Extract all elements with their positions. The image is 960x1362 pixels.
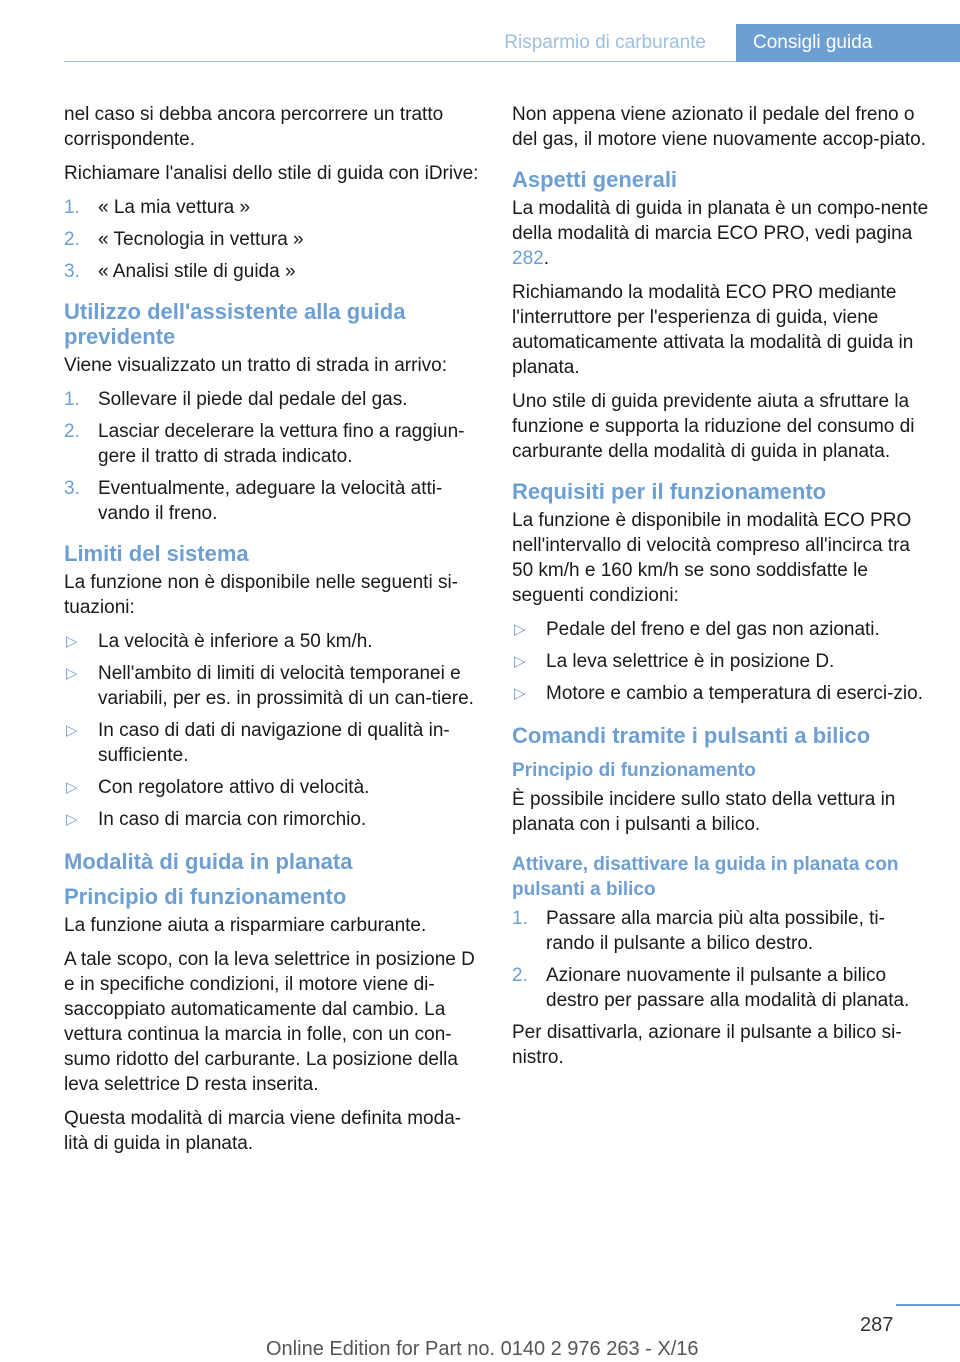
paragraph: Richiamare l'analisi dello stile di guida con iDrive:	[64, 163, 479, 184]
paragraph: Richiamando la modalità ECO PRO mediante l'interruttore per l'esperienza di guida, viene automaticamente attivata la modalità di guida in planata.	[512, 282, 914, 378]
list-item	[64, 195, 482, 220]
list-item-text: Pedale del freno e del gas non azionati.	[546, 619, 880, 640]
list-item-text: Azionare nuovamente il pulsante a bilico destro per passare alla modalità di planata.	[546, 965, 910, 1011]
chapter-heading: Modalità di guida in planata	[64, 849, 353, 874]
paragraph: Per disattivarla, azionare il pulsante a bilico si‐nistro.	[512, 1022, 902, 1068]
paragraph: La funzione aiuta a risparmiare carburante.	[64, 915, 427, 936]
list-number: 2.	[64, 421, 80, 442]
list-item-text: La leva selettrice è in posizione D.	[546, 651, 835, 672]
list-item-text: Sollevare il piede dal pedale del gas.	[98, 389, 408, 410]
list-number: 2.	[512, 965, 528, 986]
edition-footer: Online Edition for Part no. 0140 2 976 263 - X/16	[266, 1338, 699, 1360]
section-heading: Aspetti generali	[512, 167, 678, 192]
bullet-list	[64, 629, 482, 832]
list-item	[64, 259, 482, 284]
list-number: 1.	[64, 197, 80, 218]
list-item-text: Motore e cambio a temperatura di eserci‐zio.	[546, 683, 923, 704]
page-header	[0, 0, 960, 62]
triangle-bullet-icon: ▷	[514, 685, 526, 702]
right-column	[512, 102, 930, 1079]
section-heading: Limiti del sistema	[64, 541, 249, 566]
list-number: 1.	[512, 908, 528, 929]
list-item-text: Passare alla marcia più alta possibile, ti‐rando il pulsante a bilico destro.	[546, 908, 885, 954]
section-title: Risparmio di carburante	[504, 32, 706, 53]
header-rule	[64, 61, 736, 62]
list-item-text: Lasciar decelerare la vettura fino a raggiun‐gere il tratto di strada indicato.	[98, 421, 465, 467]
left-column	[64, 102, 482, 1165]
section-heading: Requisiti per il funzionamento	[512, 479, 827, 504]
list-item	[512, 963, 930, 1013]
list-item-text: Con regolatore attivo di velocità.	[98, 777, 370, 798]
paragraph: Questa modalità di marcia viene definita moda‐lità di guida in planata.	[64, 1108, 462, 1154]
footer-rule	[896, 1304, 960, 1306]
page-number: 287	[860, 1314, 894, 1336]
list-item-text: Eventualmente, adeguare la velocità atti‐vando il freno.	[98, 478, 443, 524]
triangle-bullet-icon: ▷	[66, 665, 78, 682]
list-item	[512, 649, 930, 674]
triangle-bullet-icon: ▷	[66, 811, 78, 828]
list-item-text: « Tecnologia in vettura »	[98, 229, 304, 250]
paragraph: La funzione è disponibile in modalità ECO PRO nell'intervallo di velocità compreso all'incirca tra 50 km/h e 160 km/h se sono soddisfatte le seguenti condizioni:	[512, 510, 912, 606]
paragraph	[512, 196, 930, 271]
list-item	[64, 718, 482, 768]
chapter-tab: Consigli guida	[736, 24, 960, 62]
numbered-list	[64, 387, 482, 526]
section-heading: Comandi tramite i pulsanti a bilico	[512, 723, 871, 748]
paragraph-text: .	[543, 248, 549, 269]
triangle-bullet-icon: ▷	[66, 633, 78, 650]
list-item-text: In caso di marcia con rimorchio.	[98, 809, 367, 830]
list-item-text: La velocità è inferiore a 50 km/h.	[98, 631, 373, 652]
list-item	[64, 629, 482, 654]
triangle-bullet-icon: ▷	[514, 621, 526, 638]
paragraph: Uno stile di guida previdente aiuta a sfruttare la funzione e supporta la riduzione del consumo di carburante della modalità di guida in planata.	[512, 391, 915, 462]
list-item	[64, 419, 482, 469]
bullet-list	[512, 617, 930, 706]
list-item	[64, 227, 482, 252]
paragraph: È possibile incidere sullo stato della vettura in planata con i pulsanti a bilico.	[512, 789, 896, 835]
list-number: 2.	[64, 229, 80, 250]
list-item	[512, 906, 930, 956]
triangle-bullet-icon: ▷	[66, 779, 78, 796]
paragraph: La funzione non è disponibile nelle seguenti si‐tuazioni:	[64, 572, 458, 618]
paragraph: Viene visualizzato un tratto di strada in arrivo:	[64, 355, 448, 376]
list-item-text: Nell'ambito di limiti di velocità temporanei e variabili, per es. in prossimità di un can‐tiere.	[98, 663, 474, 709]
list-item-text: « La mia vettura »	[98, 197, 251, 218]
triangle-bullet-icon: ▷	[66, 722, 78, 739]
list-number: 3.	[64, 478, 80, 499]
paragraph: A tale scopo, con la leva selettrice in posizione D e in specifiche condizioni, il motore viene di‐saccoppiato automaticamente dal cambio. La vettura continua la marcia in folle, con un con‐sumo ridotto del carburante. La posizione della leva selettrice D resta inserita.	[64, 949, 475, 1095]
subsection-heading: Attivare, disattivare la guida in planata con pulsanti a bilico	[512, 854, 899, 900]
list-number: 1.	[64, 389, 80, 410]
section-heading: Principio di funzionamento	[64, 884, 347, 909]
list-item	[64, 807, 482, 832]
paragraph: Non appena viene azionato il pedale del freno o del gas, il motore viene nuovamente accop‐piato.	[512, 104, 927, 150]
list-item	[64, 775, 482, 800]
list-item	[64, 476, 482, 526]
numbered-list	[64, 195, 482, 284]
list-item-text: In caso di dati di navigazione di qualità in‐sufficiente.	[98, 720, 450, 766]
numbered-list	[512, 906, 930, 1013]
list-item	[512, 681, 930, 706]
list-item	[512, 617, 930, 642]
paragraph-text: La modalità di guida in planata è un compo‐nente della modalità di marcia ECO PRO, vedi pagina	[512, 198, 929, 244]
triangle-bullet-icon: ▷	[514, 653, 526, 670]
subsection-heading: Principio di funzionamento	[512, 760, 756, 781]
page-reference-link[interactable]: 282	[512, 248, 544, 269]
list-item-text: « Analisi stile di guida »	[98, 261, 296, 282]
list-item	[64, 661, 482, 711]
paragraph: nel caso si debba ancora percorrere un tratto corrispondente.	[64, 104, 444, 150]
list-number: 3.	[64, 261, 80, 282]
section-heading: Utilizzo dell'assistente alla guida previdente	[64, 299, 406, 349]
list-item	[64, 387, 482, 412]
